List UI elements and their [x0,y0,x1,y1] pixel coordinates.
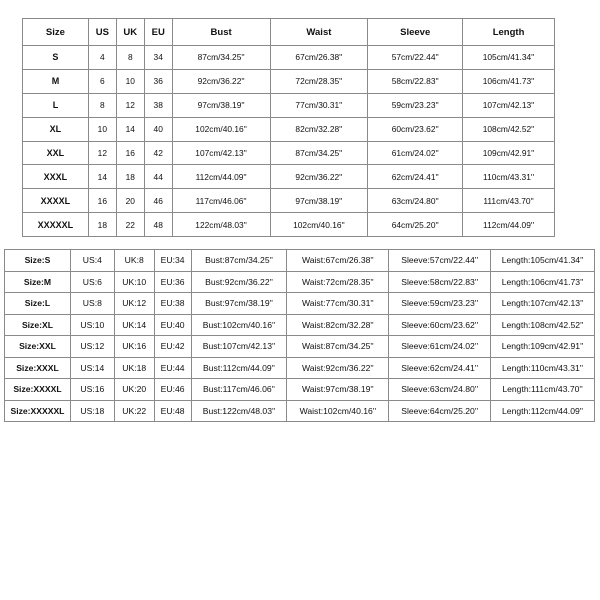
cell-uk: 22 [116,213,144,237]
cell-eu: EU:46 [154,379,191,401]
cell-eu: 38 [144,93,172,117]
table-row [23,141,555,165]
cell-size: XXXXXL [23,213,89,237]
header-sleeve: Sleeve [368,19,463,46]
cell-eu: EU:34 [154,250,191,272]
cell-eu: 46 [144,189,172,213]
cell-us: US:8 [70,293,114,315]
cell-uk: UK:10 [114,271,154,293]
table-row [5,400,595,422]
cell-us: US:16 [70,379,114,401]
cell-length: 111cm/43.70'' [463,189,555,213]
cell-sleeve: Sleeve:58cm/22.83'' [389,271,491,293]
cell-waist: 92cm/36.22'' [270,165,368,189]
table-row [23,93,555,117]
cell-size: XXXL [23,165,89,189]
cell-us: 8 [88,93,116,117]
cell-uk: 12 [116,93,144,117]
cell-uk: UK:20 [114,379,154,401]
cell-length: 109cm/42.91'' [463,141,555,165]
cell-sleeve: 59cm/23.23'' [368,93,463,117]
cell-eu: 40 [144,117,172,141]
cell-bust: Bust:112cm/44.09'' [191,357,287,379]
table-row [23,213,555,237]
cell-us: 14 [88,165,116,189]
cell-bust: Bust:107cm/42.13'' [191,336,287,358]
table-row [5,336,595,358]
cell-sleeve: 57cm/22.44'' [368,46,463,70]
table-row [23,165,555,189]
cell-waist: Waist:97cm/38.19'' [287,379,389,401]
cell-us: 10 [88,117,116,141]
cell-uk: UK:12 [114,293,154,315]
table-row [5,250,595,272]
cell-eu: 36 [144,69,172,93]
cell-waist: 77cm/30.31'' [270,93,368,117]
cell-uk: UK:22 [114,400,154,422]
cell-size: Size:XL [5,314,71,336]
cell-bust: Bust:92cm/36.22'' [191,271,287,293]
cell-uk: UK:16 [114,336,154,358]
cell-us: 18 [88,213,116,237]
cell-uk: 20 [116,189,144,213]
cell-waist: Waist:77cm/30.31'' [287,293,389,315]
cell-waist: Waist:102cm/40.16'' [287,400,389,422]
cell-size: Size:L [5,293,71,315]
cell-uk: 14 [116,117,144,141]
cell-length: Length:112cm/44.09'' [491,400,595,422]
cell-us: US:14 [70,357,114,379]
cell-waist: Waist:72cm/28.35'' [287,271,389,293]
cell-sleeve: Sleeve:62cm/24.41'' [389,357,491,379]
cell-waist: 97cm/38.19'' [270,189,368,213]
cell-sleeve: Sleeve:61cm/24.02'' [389,336,491,358]
table-header-row [23,19,555,46]
cell-bust: Bust:97cm/38.19'' [191,293,287,315]
cell-bust: Bust:102cm/40.16'' [191,314,287,336]
cell-size: L [23,93,89,117]
cell-size: XXXXL [23,189,89,213]
table-row [5,293,595,315]
cell-uk: UK:8 [114,250,154,272]
cell-uk: UK:14 [114,314,154,336]
cell-size: XXL [23,141,89,165]
table-row [23,46,555,70]
table-row [5,379,595,401]
cell-bust: 97cm/38.19'' [172,93,270,117]
cell-size: Size:XXXXXL [5,400,71,422]
cell-waist: Waist:82cm/32.28'' [287,314,389,336]
cell-sleeve: 64cm/25.20'' [368,213,463,237]
cell-length: Length:110cm/43.31'' [491,357,595,379]
cell-uk: 18 [116,165,144,189]
cell-waist: Waist:92cm/36.22'' [287,357,389,379]
cell-sleeve: 60cm/23.62'' [368,117,463,141]
cell-bust: 117cm/46.06'' [172,189,270,213]
cell-length: 105cm/41.34'' [463,46,555,70]
cell-eu: 42 [144,141,172,165]
cell-eu: 48 [144,213,172,237]
cell-bust: 112cm/44.09'' [172,165,270,189]
table-row [23,189,555,213]
cell-waist: 87cm/34.25'' [270,141,368,165]
cell-sleeve: Sleeve:63cm/24.80'' [389,379,491,401]
cell-sleeve: 61cm/24.02'' [368,141,463,165]
table-row [23,117,555,141]
cell-waist: 82cm/32.28'' [270,117,368,141]
cell-uk: UK:18 [114,357,154,379]
table-row [5,314,595,336]
cell-size: XL [23,117,89,141]
cell-us: 16 [88,189,116,213]
cell-sleeve: Sleeve:60cm/23.62'' [389,314,491,336]
cell-eu: EU:44 [154,357,191,379]
cell-eu: 34 [144,46,172,70]
cell-bust: 92cm/36.22'' [172,69,270,93]
cell-us: US:6 [70,271,114,293]
cell-length: Length:109cm/42.91'' [491,336,595,358]
cell-us: US:10 [70,314,114,336]
header-uk: UK [116,19,144,46]
cell-waist: 72cm/28.35'' [270,69,368,93]
cell-eu: EU:40 [154,314,191,336]
cell-length: 107cm/42.13'' [463,93,555,117]
cell-bust: Bust:122cm/48.03'' [191,400,287,422]
cell-eu: 44 [144,165,172,189]
cell-size: Size:XXL [5,336,71,358]
cell-length: 112cm/44.09'' [463,213,555,237]
cell-us: 4 [88,46,116,70]
cell-bust: 102cm/40.16'' [172,117,270,141]
cell-length: 110cm/43.31'' [463,165,555,189]
cell-sleeve: Sleeve:57cm/22.44'' [389,250,491,272]
size-chart-table-labeled [22,18,555,237]
cell-us: US:4 [70,250,114,272]
cell-bust: 107cm/42.13'' [172,141,270,165]
cell-bust: 122cm/48.03'' [172,213,270,237]
cell-sleeve: Sleeve:59cm/23.23'' [389,293,491,315]
cell-eu: EU:48 [154,400,191,422]
cell-eu: EU:42 [154,336,191,358]
cell-uk: 16 [116,141,144,165]
cell-eu: EU:36 [154,271,191,293]
header-bust: Bust [172,19,270,46]
cell-waist: 102cm/40.16'' [270,213,368,237]
cell-waist: Waist:67cm/26.38'' [287,250,389,272]
size-chart-table-inline [4,249,595,422]
header-us: US [88,19,116,46]
cell-us: US:18 [70,400,114,422]
cell-length: Length:106cm/41.73'' [491,271,595,293]
table-row [5,357,595,379]
cell-us: 6 [88,69,116,93]
cell-length: Length:105cm/41.34'' [491,250,595,272]
cell-bust: Bust:87cm/34.25'' [191,250,287,272]
cell-length: Length:107cm/42.13'' [491,293,595,315]
cell-length: 108cm/42.52'' [463,117,555,141]
header-waist: Waist [270,19,368,46]
table-row [5,271,595,293]
cell-sleeve: 63cm/24.80'' [368,189,463,213]
cell-waist: Waist:87cm/34.25'' [287,336,389,358]
cell-uk: 8 [116,46,144,70]
cell-bust: Bust:117cm/46.06'' [191,379,287,401]
cell-size: Size:XXXL [5,357,71,379]
cell-length: Length:108cm/42.52'' [491,314,595,336]
cell-waist: 67cm/26.38'' [270,46,368,70]
header-length: Length [463,19,555,46]
cell-size: S [23,46,89,70]
header-size: Size [23,19,89,46]
cell-us: 12 [88,141,116,165]
table-row [23,69,555,93]
cell-sleeve: 58cm/22.83'' [368,69,463,93]
cell-length: Length:111cm/43.70'' [491,379,595,401]
cell-us: US:12 [70,336,114,358]
cell-uk: 10 [116,69,144,93]
cell-size: Size:S [5,250,71,272]
cell-size: Size:M [5,271,71,293]
cell-sleeve: 62cm/24.41'' [368,165,463,189]
cell-eu: EU:38 [154,293,191,315]
cell-length: 106cm/41.73'' [463,69,555,93]
cell-size: Size:XXXXL [5,379,71,401]
cell-size: M [23,69,89,93]
cell-bust: 87cm/34.25'' [172,46,270,70]
cell-sleeve: Sleeve:64cm/25.20'' [389,400,491,422]
header-eu: EU [144,19,172,46]
